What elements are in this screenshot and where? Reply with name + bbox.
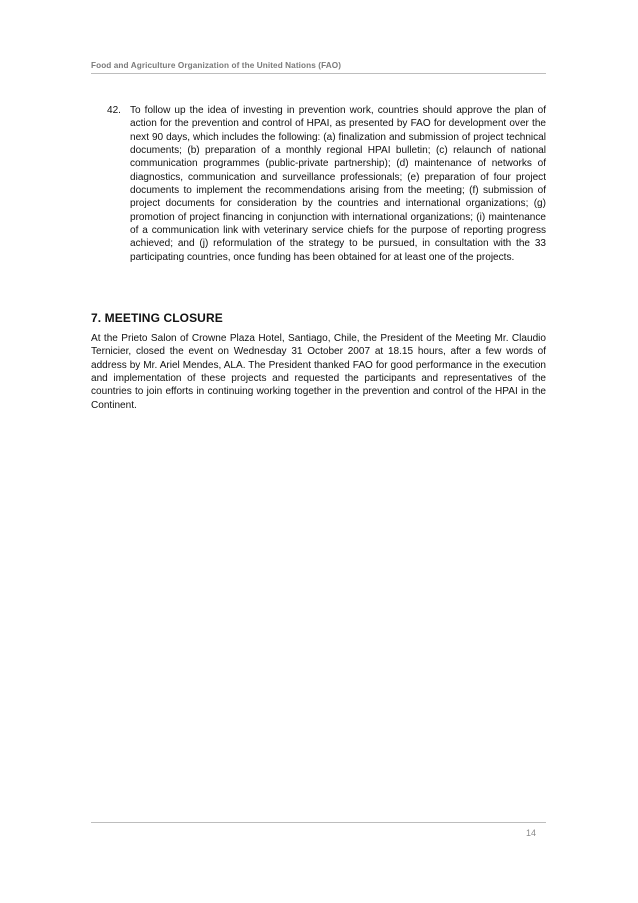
running-header: Food and Agriculture Organization of the United Nations (FAO) [91, 61, 342, 70]
page-number: 14 [525, 828, 536, 838]
header-divider [91, 73, 546, 74]
paragraph-number: 42. [107, 105, 121, 116]
paragraph-42 [107, 104, 546, 264]
meeting-closure-text: At the Prieto Salon of Crowne Plaza Hotel, Santiago, Chile, the President of the Meeting Mr. Claudio Ternicier, closed the event on Wednesday 31 October 2007 at 18.15 hours, after a few words of address by Mr. Ariel Mendes, ALA. The President thanked FAO for good performance in the execution and implementation of these projects and requested the participants and representatives of the countries to join efforts in continuing working together in the prevention and control of the HPAI in the Continent. [91, 333, 546, 411]
paragraph-text: To follow up the idea of investing in prevention work, countries should approve the plan of action for the prevention and control of HPAI, as presented by FAO for development over the next 90 days, which includes the following: (a) finalization and submission of project technical documents; (b) preparation of a monthly regional HPAI bulletin; (c) relaunch of national communication programmes (public-private partnership); (d) maintenance of networks of diagnostics, communication and surveillance professionals; (e) preparation of four project documents to implement the recommendations arising from the meeting; (f) submission of project documents for consideration by the countries and international organizations; (g) promotion of project financing in conjunction with international organizations; (i) maintenance of a communication link with veterinary service chiefs for the purpose of reporting progress achieved; and (j) reformulation of the strategy to be pursued, in consultation with the 33 participating countries, once funding has been obtained for at least one of the projects. [130, 105, 546, 263]
footer-divider [91, 822, 546, 823]
section-heading: 7. MEETING CLOSURE [91, 311, 223, 325]
